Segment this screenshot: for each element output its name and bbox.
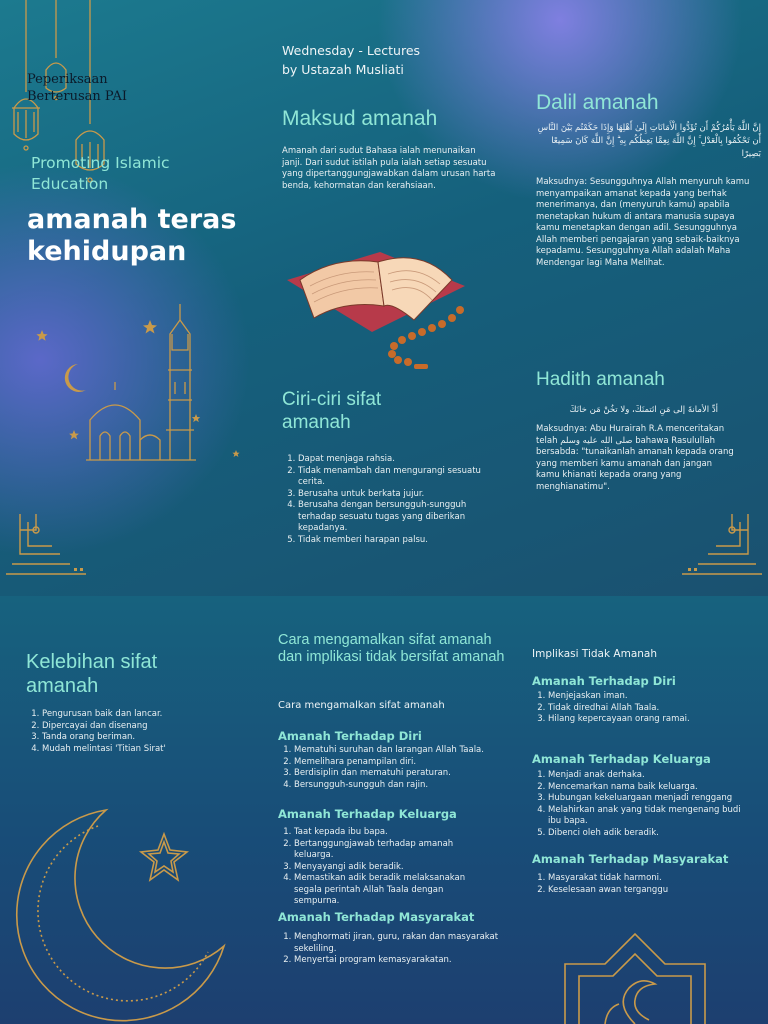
list-item: 1. Dapat menjaga rahsia. [298,454,503,466]
cara-subtitle: Cara mengamalkan sifat amanah [278,700,445,711]
dalil-heading: Dalil amanah [536,91,659,114]
dalil-body: Maksudnya: Sesungguhnya Allah menyuruh kamu menyampaikan amanat kepada yang berhak menerimanya, dan (menyuruh kamu) apabila menetapkan hukum di antara manusia supaya kamu menetapkan dengan adil. Sesungguhnya Allah memberi pengajaran yang sebaik-baiknya kepadamu. Sesungguhnya Allah adalah Maha Mendengar lagi Maha Melihat. [536,177,750,268]
hadith-body-part2: bahawa Rasulullah bersabda: "tunaikanlah amanah kepada orang yang memberi kamu amanah dan jangan kamu khianati kepada orang yang menghianatimu". [536,435,734,492]
list-item: 1. Pengurusan baik dan lancar. [42,709,247,721]
implikasi-masyarakat-title: Amanah Terhadap Masyarakat [532,852,729,866]
lecture-day: Wednesday - Lectures [282,43,421,58]
maksud-body: Amanah dari sudut Bahasa ialah menunaikan janji. Dari sudut istilah pula ialah setiap sesuatu yang dipertanggungjawabkan dalam urusan harta benda, kehormatan dan kerahsiaan. [282,146,496,191]
list-item: 2. Mencemarkan nama baik keluarga. [548,782,748,794]
ciri-heading-line2: amanah [282,412,351,433]
list-item: 1. Menjejaskan iman. [548,691,758,703]
cara-keluarga-title: Amanah Terhadap Keluarga [278,807,457,821]
list-item: 4. Mudah melintasi 'Titian Sirat' [42,744,247,756]
list-item: 3. Berdisiplin dan mematuhi peraturan. [294,768,506,780]
list-item: 2. Tidak diredhai Allah Taala. [548,703,758,715]
corner-ornament-right [668,494,768,594]
implikasi-diri-list [532,691,758,726]
lecture-info [282,41,420,79]
list-item: 2. Memelihara penampilan diri. [294,757,506,769]
list-item: 1. Mematuhi suruhan dan larangan Allah Taala. [294,745,506,757]
hadith-body-arabic: صلى الله عليه وسلم [560,435,633,446]
cover-title-line1: amanah teras [27,204,237,235]
crescent-moon-icon [14,796,244,1024]
implikasi-masyarakat-list [532,873,748,896]
implikasi-diri-title: Amanah Terhadap Diri [532,674,676,688]
kelebihan-heading [26,650,157,698]
list-item: 5. Dibenci oleh adik beradik. [548,828,748,840]
exam-label-line2: Berterusan PAI [27,89,127,104]
list-item: 4. Melahirkan anak yang tidak mengenang budi ibu bapa. [548,805,748,828]
list-item: 4. Bersungguh-sungguh dan rajin. [294,780,506,792]
list-item: 3. Menyayangi adik beradik. [294,862,490,874]
brochure-inner-panel [0,596,768,1024]
list-item: 3. Hubungan kekeluargaan menjadi renggang [548,793,748,805]
open-book-icon [282,222,482,372]
hadith-body-part1: Maksudnya: Abu Hurairah R.A menceritakan telah [536,424,725,446]
cara-diri-list [278,745,506,791]
cara-masyarakat-title: Amanah Terhadap Masyarakat [278,910,475,924]
list-item: 2. Menyertai program kemasyarakatan. [294,955,506,967]
exam-label [27,71,127,105]
implikasi-keluarga-title: Amanah Terhadap Keluarga [532,752,711,766]
list-item: 2. Tidak menambah dan mengurangi sesuatu cerita. [298,466,503,489]
hadith-heading: Hadith amanah [536,369,665,390]
cara-heading: Cara mengamalkan sifat amanah dan implikasi tidak bersifat amanah [278,632,505,665]
cara-masyarakat-list [278,932,506,967]
list-item: 5. Tidak memberi harapan palsu. [298,535,503,547]
list-item: 3. Berusaha untuk berkata jujur. [298,489,503,501]
list-item: 3. Hilang kepercayaan orang ramai. [548,714,758,726]
list-item: 1. Taat kepada ibu bapa. [294,827,490,839]
ciri-heading [282,388,381,434]
dalil-arabic: إِنَّ اللَّهَ يَأْمُرُكُمْ أَن تُؤَدُّوا الْأَمَانَاتِ إِلَىٰ أَهْلِهَا وَإِذَا حَكَمْتُم بَيْنَ النَّاسِ أَن تَحْكُمُوا بِالْعَدْلِ ۚ إِنَّ اللَّهَ نِعِمَّا يَعِظُكُم بِهِ ۗ إِنَّ اللَّهَ كَانَ سَمِيعًا بَصِيرًا [537,123,761,159]
kelebihan-list [26,709,247,755]
list-item: 2. Bertanggungjawab terhadap amanah keluarga. [294,839,490,862]
implikasi-keluarga-list [532,770,748,839]
implikasi-heading: Implikasi Tidak Amanah [532,648,657,660]
list-item: 2. Keselesaan awan terganggu [548,885,748,897]
maksud-heading: Maksud amanah [282,107,438,130]
list-item: 4. Berusaha dengan bersungguh-sungguh terhadap sesuatu tugas yang diberikan kepadanya. [298,500,503,535]
list-item: 2. Dipercayai dan disenang [42,721,247,733]
list-item: 1. Masyarakat tidak harmoni. [548,873,748,885]
cover-title [27,204,236,268]
ciri-heading-line1: Ciri-ciri sifat [282,389,382,410]
hadith-arabic: أدِّ الأمانةَ إلى مَنِ ائتمنَكَ، ولا تخُنْ مَن خانَكَ [569,405,718,415]
ciri-list [282,454,503,546]
kelebihan-heading-line1: Kelebihan sifat [26,651,158,673]
arabesque-ornament [545,904,768,1024]
exam-label-line1: Peperiksaan [27,72,108,87]
list-item: 1. Menghormati jiran, guru, rakan dan masyarakat sekeliling. [294,932,506,955]
cover-title-line2: kehidupan [27,236,187,267]
corner-ornament-left [0,494,100,594]
list-item: 3. Tanda orang beriman. [42,732,247,744]
lecture-speaker: by Ustazah Musliati [282,62,404,77]
kelebihan-heading-line2: amanah [26,675,99,697]
tagline: Promoting Islamic Education [31,154,170,193]
list-item: 1. Menjadi anak derhaka. [548,770,748,782]
cara-diri-title: Amanah Terhadap Diri [278,729,422,743]
list-item: 4. Memastikan adik beradik melaksanakan segala perintah Allah Taala dengan sempurna. [294,873,490,908]
hadith-body [536,424,734,493]
mosque-icon [0,290,260,490]
cara-keluarga-list [278,827,490,908]
